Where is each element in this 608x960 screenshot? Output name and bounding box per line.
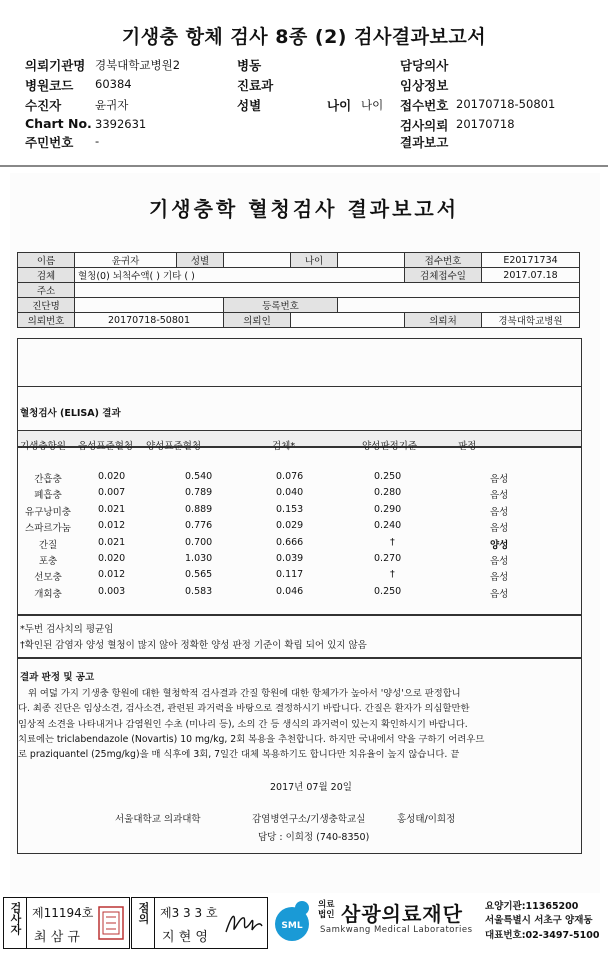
form-name-value: 윤귀자 bbox=[75, 253, 177, 268]
patient-label: 수진자 bbox=[25, 98, 62, 113]
form-request-org-value: 경북대학교병원 bbox=[482, 313, 580, 328]
result-label: 결과보고 bbox=[400, 135, 449, 150]
result-sample-cell: 0.039 bbox=[276, 553, 304, 564]
date-value: 20170718 bbox=[456, 117, 515, 131]
age-label: 나이 bbox=[327, 98, 352, 113]
form-request-no-label: 의뢰번호 bbox=[18, 313, 75, 328]
org-value: 경북대학교병원2 bbox=[95, 58, 181, 72]
form-address-label: 주소 bbox=[18, 283, 75, 298]
conclusion-line: 위 여덟 가지 기생충 항원에 대한 혈청학적 검사결과 간질 항원에 대한 항체가가 높아서 '양성'으로 판정합니 bbox=[28, 688, 461, 699]
report-date: 2017년 07월 20일 bbox=[270, 782, 352, 793]
id-label: 주민번호 bbox=[25, 135, 74, 150]
divider bbox=[0, 165, 608, 167]
result-name-cell: 개회충 bbox=[34, 588, 62, 600]
id-value: - bbox=[95, 134, 100, 148]
col-antigen: 기생충항원 bbox=[20, 441, 66, 452]
form-specimen-value: 혈청(0) 뇌척수액( ) 기타 ( ) bbox=[75, 268, 405, 283]
form-specimen-date-label: 검체접수일 bbox=[405, 268, 482, 283]
result-neg-cell: 0.020 bbox=[98, 471, 126, 482]
form-receipt-value: E20171734 bbox=[482, 253, 580, 268]
conclusion-title: 결과 판정 및 공고 bbox=[20, 672, 95, 683]
result-result-cell: 음성 bbox=[490, 490, 509, 502]
result-name-cell: 폐흡충 bbox=[34, 490, 62, 502]
elisa-section-title: 혈청검사 (ELISA) 결과 bbox=[20, 408, 121, 419]
patient-form bbox=[17, 252, 580, 328]
clinical-label: 임상정보 bbox=[400, 78, 449, 93]
result-cutoff-cell: † bbox=[390, 536, 395, 548]
col-negative: 음성표준혈청 bbox=[78, 441, 134, 452]
org-row bbox=[25, 56, 85, 74]
form-request-no-value: 20170718-50801 bbox=[75, 313, 224, 328]
reviewer-name: 지 현 영 bbox=[162, 930, 208, 945]
reviewer-no: 제3 3 3 호 bbox=[160, 906, 218, 920]
institution: 서울대학교 의과대학 bbox=[115, 814, 201, 825]
patient-value: 윤귀자 bbox=[95, 98, 129, 112]
result-name-cell: 유구낭미충 bbox=[25, 506, 71, 518]
receipt-value: 20170718-50801 bbox=[456, 97, 556, 111]
result-pos-cell: 0.789 bbox=[185, 487, 213, 499]
result-result-cell: 음성 bbox=[490, 506, 509, 518]
sml-logo-icon bbox=[272, 898, 316, 942]
tester-name: 최 삼 규 bbox=[34, 930, 80, 945]
result-cutoff-cell: 0.250 bbox=[374, 471, 402, 482]
org-label: 의뢰기관명 bbox=[25, 58, 86, 73]
dept-label: 진료과 bbox=[237, 78, 274, 93]
result-neg-cell: 0.021 bbox=[98, 536, 126, 548]
tester-stamp bbox=[3, 897, 130, 949]
result-name-cell: 포충 bbox=[38, 556, 58, 567]
blank-area bbox=[17, 338, 582, 387]
conclusion-line: 로 praziquantel (25mg/kg)을 매 식후에 3회, 7일간 대체 복용하기도 합니다만 치유율이 높지 않습니다. 끝 bbox=[18, 749, 460, 761]
care-code: 요양기관:11365200 bbox=[485, 901, 579, 912]
result-neg-cell: 0.012 bbox=[98, 569, 126, 581]
contact: 담당 : 이희정 (740-8350) bbox=[258, 832, 370, 843]
result-pos-cell: 0.700 bbox=[185, 536, 213, 548]
form-sex-label: 성별 bbox=[177, 253, 224, 268]
result-cutoff-cell: 0.250 bbox=[374, 585, 402, 597]
lab-name: 감염병연구소/기생충학교실 bbox=[252, 814, 366, 825]
result-sample-cell: 0.076 bbox=[276, 471, 304, 482]
corp-en: Samkwang Medical Laboratories bbox=[320, 925, 473, 935]
receipt-label: 접수번호 bbox=[400, 98, 449, 113]
result-sample-cell: 0.117 bbox=[276, 569, 304, 581]
result-sample-cell: 0.666 bbox=[276, 536, 304, 548]
result-sample-cell: 0.153 bbox=[276, 503, 304, 515]
col-cutoff: 양성판정기준 bbox=[362, 441, 418, 452]
result-neg-cell: 0.021 bbox=[98, 503, 126, 515]
form-receipt-label: 접수번호 bbox=[405, 253, 482, 268]
result-result-cell: 음성 bbox=[490, 474, 509, 485]
form-name-label: 이름 bbox=[18, 253, 75, 268]
form-specimen-date-value: 2017.07.18 bbox=[482, 268, 580, 283]
result-result-cell: 음성 bbox=[490, 572, 509, 584]
reviewer-stamp bbox=[131, 897, 268, 949]
result-neg-cell: 0.020 bbox=[98, 553, 126, 564]
form-requester-label: 의뢰인 bbox=[224, 313, 291, 328]
ward-label: 병동 bbox=[237, 58, 262, 73]
result-sample-cell: 0.040 bbox=[276, 487, 304, 499]
note-average: *두번 검사치의 평균임 bbox=[20, 624, 114, 635]
code-label: 병원코드 bbox=[25, 78, 74, 93]
result-neg-cell: 0.007 bbox=[98, 487, 126, 499]
result-pos-cell: 1.030 bbox=[185, 553, 213, 564]
date-label: 검사의뢰 bbox=[400, 118, 449, 133]
reviewer-vlabel: 점의 bbox=[137, 902, 150, 924]
chart-value: 3392631 bbox=[95, 117, 147, 131]
col-sample: 검체* bbox=[272, 441, 296, 452]
form-regno-label: 등록번호 bbox=[224, 298, 338, 313]
note-dagger: †확인된 감염자 양성 혈청이 많지 않아 정확한 양성 판정 기준이 확립 되어 있지 않음 bbox=[20, 640, 367, 651]
sex-label: 성별 bbox=[237, 98, 262, 113]
result-cutoff-cell: 0.270 bbox=[374, 553, 402, 564]
tester-no: 제11194호 bbox=[32, 906, 94, 920]
chart-label: Chart No. bbox=[25, 116, 92, 131]
tester-vlabel: 검사자 bbox=[9, 902, 22, 935]
result-sample-cell: 0.046 bbox=[276, 585, 304, 597]
form-request-org-label: 의뢰처 bbox=[405, 313, 482, 328]
result-name-cell: 간흡충 bbox=[34, 474, 62, 485]
result-name-cell: 스파르가눔 bbox=[25, 523, 71, 535]
col-positive: 양성표준혈청 bbox=[146, 441, 202, 452]
result-neg-cell: 0.012 bbox=[98, 520, 126, 532]
report-title: 기생충 항체 검사 8종 (2) 검사결과보고서 bbox=[121, 26, 487, 48]
result-pos-cell: 0.565 bbox=[185, 569, 213, 581]
doctor-label: 담당의사 bbox=[400, 58, 449, 73]
col-result: 판정 bbox=[458, 441, 477, 452]
form-diagnosis-label: 진단명 bbox=[18, 298, 75, 313]
result-result-cell: 양성 bbox=[490, 539, 509, 551]
result-name-cell: 간질 bbox=[38, 539, 58, 551]
result-result-cell: 음성 bbox=[490, 523, 509, 535]
conclusion-line: 임상적 소견을 나타내거나 감염원인 수초 (미나리 등), 소의 간 등 생식의 과거력이 있는지 확인하시기 바랍니다. bbox=[18, 718, 468, 730]
form-age-label: 나이 bbox=[291, 253, 338, 268]
result-sample-cell: 0.029 bbox=[276, 520, 304, 532]
result-pos-cell: 0.583 bbox=[185, 585, 213, 597]
corp-small: 의료법인 bbox=[318, 900, 335, 920]
result-result-cell: 음성 bbox=[490, 556, 509, 567]
scan-title: 기생충학 혈청검사 결과보고서 bbox=[148, 197, 460, 221]
conclusion-text bbox=[18, 686, 580, 762]
result-cutoff-cell: † bbox=[390, 569, 395, 581]
logo-text: SML bbox=[281, 921, 303, 931]
signature bbox=[222, 904, 264, 942]
corp-name: 삼광의료재단 bbox=[341, 902, 463, 926]
result-pos-cell: 0.889 bbox=[185, 503, 213, 515]
age-value: 나이 bbox=[361, 98, 384, 112]
conclusion-line: 치료에는 triclabendazole (Novartis) 10 mg/kg, 2회 복용을 추천합니다. 하지만 국내에서 약을 구하기 어려우므 bbox=[18, 733, 485, 745]
code-value: 60384 bbox=[95, 77, 132, 91]
address: 서울특별시 서초구 양재동 bbox=[485, 915, 593, 926]
result-cutoff-cell: 0.290 bbox=[374, 503, 402, 515]
result-name-cell: 선모충 bbox=[34, 572, 62, 584]
phone: 대표번호:02-3497-5100 bbox=[485, 930, 600, 941]
result-cutoff-cell: 0.280 bbox=[374, 487, 402, 499]
result-pos-cell: 0.540 bbox=[185, 471, 213, 482]
result-result-cell: 음성 bbox=[490, 588, 509, 600]
staff-names: 홍성태/이희정 bbox=[397, 814, 456, 825]
result-cutoff-cell: 0.240 bbox=[374, 520, 402, 532]
conclusion-line: 다. 최종 진단은 임상소견, 검사소견, 관련된 과거력을 바탕으로 결정하시기 바랍니다. 간질은 환자가 의심할만한 bbox=[18, 703, 470, 715]
result-pos-cell: 0.776 bbox=[185, 520, 213, 532]
result-neg-cell: 0.003 bbox=[98, 585, 126, 597]
form-specimen-label: 검체 bbox=[18, 268, 75, 283]
seal-icon bbox=[96, 903, 126, 943]
